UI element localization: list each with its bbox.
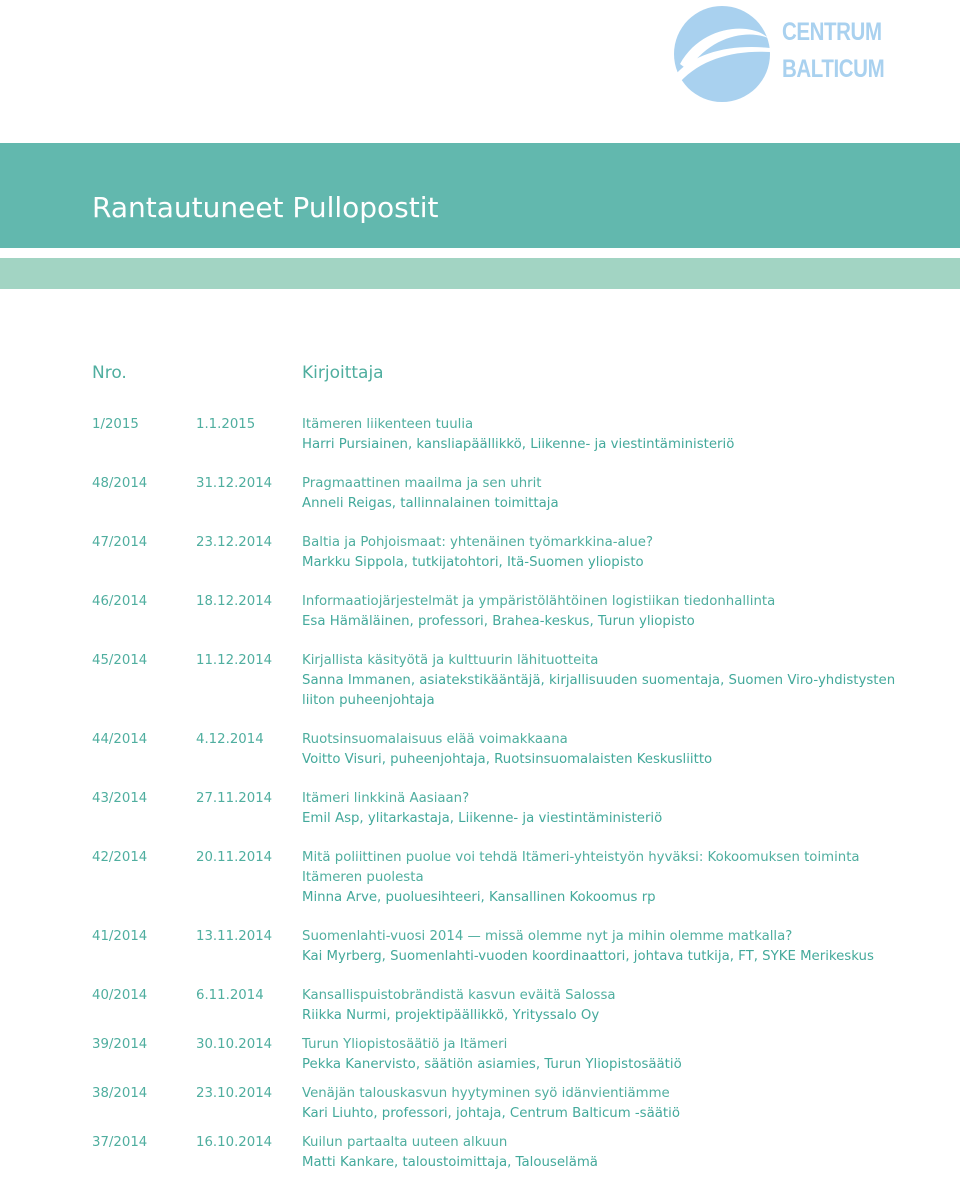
entry-date: 1.1.2015 [196, 417, 256, 432]
header-author: Kirjoittaja [302, 363, 384, 383]
page-title: Rantautuneet Pullopostit [92, 191, 439, 224]
entry-number: 42/2014 [92, 850, 148, 865]
entry-author: Matti Kankare, taloustoimittaja, Talouselämä [302, 1155, 598, 1170]
entry-number: 44/2014 [92, 732, 148, 747]
entry-date: 27.11.2014 [196, 791, 273, 806]
entry-title: Mitä poliittinen puolue voi tehdä Itämeri-yhteistyön hyväksi: Kokoomuksen toiminta Itämeren puolesta [302, 850, 860, 885]
entry-date: 30.10.2014 [196, 1037, 273, 1052]
entry-date: 31.12.2014 [196, 476, 273, 491]
entry-number: 46/2014 [92, 594, 148, 609]
entry-number: 37/2014 [92, 1135, 148, 1150]
header-number: Nro. [92, 363, 127, 383]
subtitle-band [0, 258, 960, 289]
entry-date: 4.12.2014 [196, 732, 264, 747]
entry-author: Markku Sippola, tutkijatohtori, Itä-Suomen yliopisto [302, 555, 644, 570]
centrum-balticum-logo [672, 4, 885, 104]
entry-number: 38/2014 [92, 1086, 148, 1101]
entry-author: Sanna Immanen, asiatekstikääntäjä, kirjallisuuden suomentaja, Suomen Viro-yhdistysten liiton puheenjohtaja [302, 673, 896, 708]
entry-title: Informaatiojärjestelmät ja ympäristölähtöinen logistiikan tiedonhallinta [302, 594, 776, 609]
entry-author: Riikka Nurmi, projektipäällikkö, Yrityssalo Oy [302, 1008, 600, 1023]
title-band [0, 143, 960, 248]
entry-title: Kuilun partaalta uuteen alkuun [302, 1135, 508, 1150]
entry-title: Itämeri linkkinä Aasiaan? [302, 791, 470, 806]
entry-title: Kansallispuistobrändistä kasvun eväitä Salossa [302, 988, 616, 1003]
entry-author: Harri Pursiainen, kansliapäällikkö, Liikenne- ja viestintäministeriö [302, 437, 735, 452]
entry-title: Venäjän talouskasvun hyytyminen syö idänvientiämme [302, 1086, 670, 1101]
entry-author: Pekka Kanervisto, säätiön asiamies, Turun Yliopistosäätiö [302, 1057, 682, 1072]
entry-author: Esa Hämäläinen, professori, Brahea-keskus, Turun yliopisto [302, 614, 695, 629]
entry-date: 6.11.2014 [196, 988, 264, 1003]
entry-title: Kirjallista käsityötä ja kulttuurin lähituotteita [302, 653, 599, 668]
entry-title: Ruotsinsuomalaisuus elää voimakkaana [302, 732, 568, 747]
entry-title: Suomenlahti-vuosi 2014 — missä olemme nyt ja mihin olemme matkalla? [302, 929, 793, 944]
entry-number: 40/2014 [92, 988, 148, 1003]
entry-number: 39/2014 [92, 1037, 148, 1052]
entry-number: 41/2014 [92, 929, 148, 944]
entry-number: 48/2014 [92, 476, 148, 491]
entry-author: Kari Liuhto, professori, johtaja, Centrum Balticum -säätiö [302, 1106, 680, 1121]
entry-number: 1/2015 [92, 417, 139, 432]
entry-author: Emil Asp, ylitarkastaja, Liikenne- ja viestintäministeriö [302, 811, 663, 826]
entry-date: 23.12.2014 [196, 535, 273, 550]
logo-text-line2: BALTICUM [782, 55, 885, 83]
entry-author: Kai Myrberg, Suomenlahti-vuoden koordinaattori, johtava tutkija, FT, SYKE Merikeskus [302, 949, 874, 964]
entry-author: Anneli Reigas, tallinnalainen toimittaja [302, 496, 559, 511]
entry-number: 43/2014 [92, 791, 148, 806]
entry-date: 11.12.2014 [196, 653, 273, 668]
logo-emblem-icon [672, 4, 772, 104]
entry-date: 20.11.2014 [196, 850, 273, 865]
entry-author: Minna Arve, puoluesihteeri, Kansallinen Kokoomus rp [302, 890, 656, 905]
logo-text-line1: CENTRUM [782, 18, 882, 46]
entry-date: 18.12.2014 [196, 594, 273, 609]
entry-title: Turun Yliopistosäätiö ja Itämeri [302, 1037, 508, 1052]
entry-title: Pragmaattinen maailma ja sen uhrit [302, 476, 542, 491]
entry-date: 23.10.2014 [196, 1086, 273, 1101]
entry-date: 13.11.2014 [196, 929, 273, 944]
entry-author: Voitto Visuri, puheenjohtaja, Ruotsinsuomalaisten Keskusliitto [302, 752, 713, 767]
entry-number: 47/2014 [92, 535, 148, 550]
entry-number: 45/2014 [92, 653, 148, 668]
entry-title: Itämeren liikenteen tuulia [302, 417, 474, 432]
entry-title: Baltia ja Pohjoismaat: yhtenäinen työmarkkina-alue? [302, 535, 654, 550]
entry-date: 16.10.2014 [196, 1135, 273, 1150]
